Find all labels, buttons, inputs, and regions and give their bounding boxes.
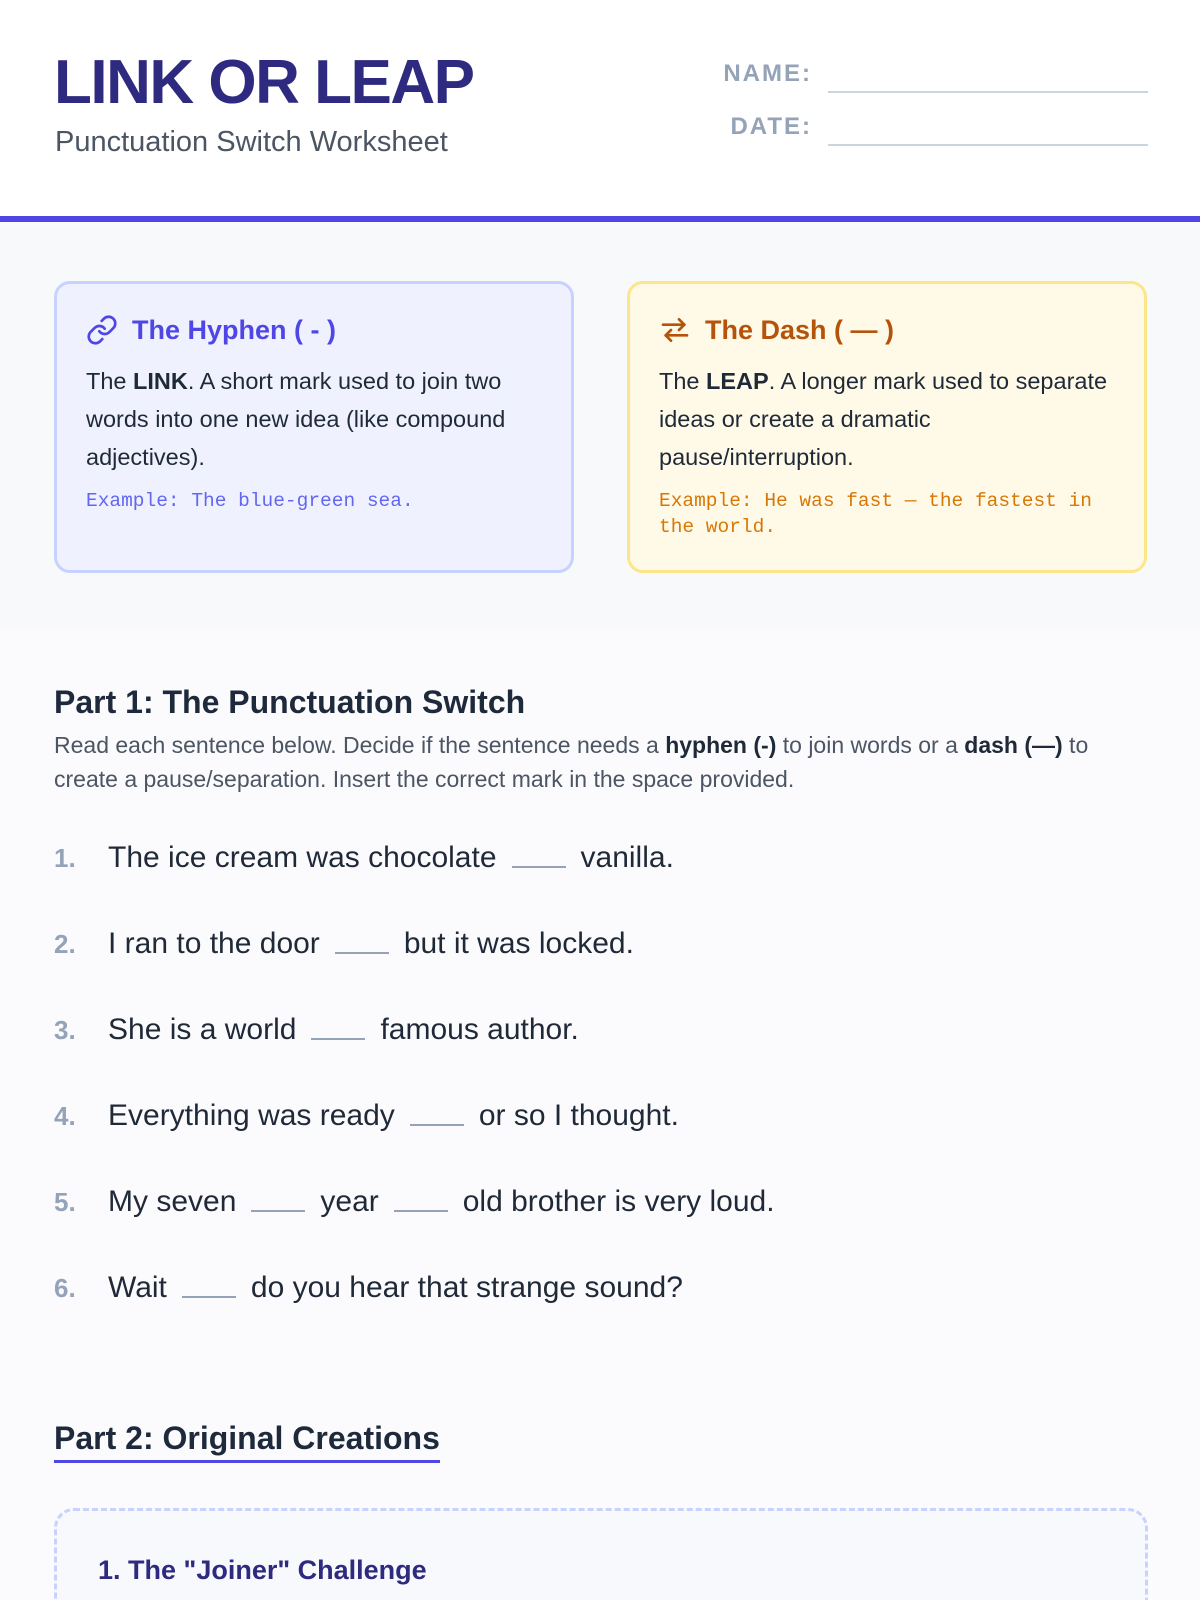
hyphen-card-header (86, 312, 543, 348)
question-number: 6. (54, 1272, 76, 1303)
worksheet-subtitle: Punctuation Switch Worksheet (55, 126, 448, 158)
question-4 (54, 1096, 679, 1136)
question-number: 2. (54, 928, 76, 959)
hyphen-card-description: The LINK. A short mark used to join two words into one new idea (like compound adjectives). (86, 368, 506, 470)
question-2 (54, 924, 634, 964)
question-text: My seven year old brother is very loud. (108, 1185, 775, 1218)
date-label: DATE: (730, 113, 812, 140)
dash-card (627, 281, 1147, 573)
question-5 (54, 1182, 775, 1222)
hyphen-keyword: LINK (133, 368, 188, 394)
question-number: 5. (54, 1186, 76, 1217)
question-text: Everything was ready or so I thought. (108, 1099, 679, 1132)
answer-blank[interactable] (335, 952, 389, 954)
question-number: 3. (54, 1014, 76, 1045)
part1-instructions: Read each sentence below. Decide if the sentence needs a hyphen (-) to join words or a dash (—) to create a pause/separation. Insert the correct mark in the space provided. (54, 732, 1089, 792)
question-text: Wait do you hear that strange sound? (108, 1271, 683, 1304)
answer-blank[interactable] (311, 1038, 365, 1040)
question-6 (54, 1268, 683, 1308)
dash-keyword: LEAP (706, 368, 769, 394)
hyphen-card (54, 281, 574, 573)
name-label: NAME: (723, 60, 812, 87)
worksheet-header (0, 0, 1200, 222)
part2-title: Part 2: Original Creations (54, 1422, 440, 1463)
question-text: I ran to the door but it was locked. (108, 927, 634, 960)
dash-card-title: The Dash ( — ) (705, 314, 895, 345)
name-field[interactable] (828, 91, 1148, 93)
hyphen-example: Example: The blue-green sea. (86, 490, 414, 512)
answer-blank[interactable] (182, 1296, 236, 1298)
dash-card-description: The LEAP. A longer mark used to separate ideas or create a dramatic pause/interruption. (659, 368, 1108, 470)
hyphen-card-title: The Hyphen ( - ) (132, 314, 336, 345)
question-text: She is a world famous author. (108, 1013, 579, 1046)
part1-title: Part 1: The Punctuation Switch (54, 684, 526, 720)
question-3 (54, 1010, 579, 1050)
answer-blank[interactable] (251, 1210, 305, 1212)
question-1 (54, 838, 674, 878)
answer-blank[interactable] (410, 1124, 464, 1126)
question-number: 4. (54, 1100, 76, 1131)
dash-card-header (659, 312, 1116, 348)
answer-blank[interactable] (512, 866, 566, 868)
question-text: The ice cream was chocolate vanilla. (108, 841, 674, 874)
link-icon (86, 314, 118, 346)
date-field[interactable] (828, 144, 1148, 146)
dash-example: Example: He was fast — the fastest in the world. (659, 490, 1092, 538)
swap-arrows-icon (659, 314, 691, 346)
joiner-challenge-box (54, 1508, 1148, 1600)
answer-blank[interactable] (394, 1210, 448, 1212)
challenge-title: 1. The "Joiner" Challenge (98, 1555, 427, 1585)
question-number: 1. (54, 842, 76, 873)
worksheet-title: LINK OR LEAP (54, 48, 474, 117)
